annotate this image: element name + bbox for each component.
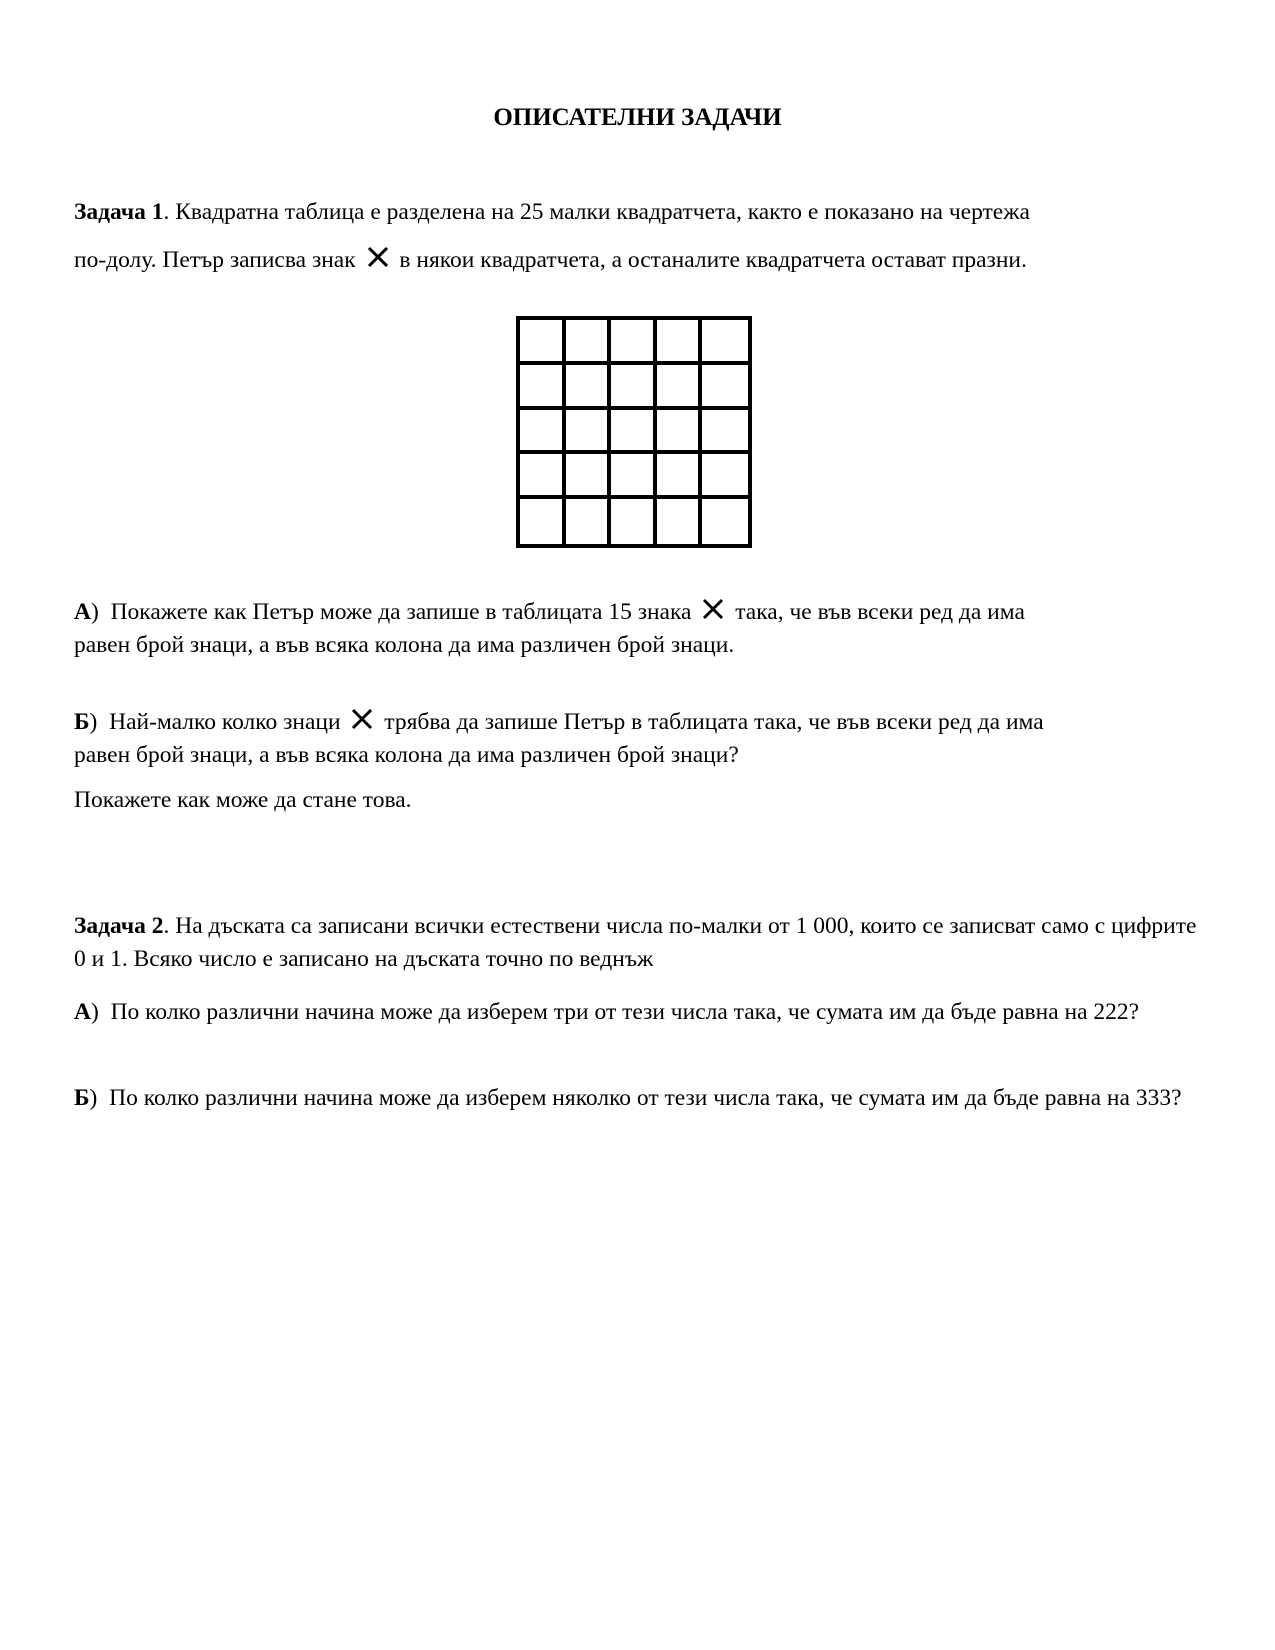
part-a-paren: ) bbox=[90, 599, 99, 625]
grid-cell bbox=[611, 320, 657, 365]
problem2-text: . На дъската са записани всички естествени числа по-малки от 1 000, които се записват само с цифрите 0 и 1. Всяко число е записано на дъската точно по веднъж bbox=[74, 913, 1197, 972]
part-a-label: А bbox=[74, 999, 91, 1025]
grid-cell bbox=[611, 454, 657, 499]
grid-cell bbox=[702, 454, 748, 499]
grid-cell bbox=[657, 454, 703, 499]
grid-cell bbox=[520, 499, 566, 544]
grid-cell bbox=[566, 320, 612, 365]
problem2-part-a bbox=[74, 996, 1214, 1029]
part-a-label: А bbox=[74, 599, 91, 625]
grid-cell bbox=[566, 499, 612, 544]
grid-cell bbox=[566, 454, 612, 499]
grid-cell bbox=[520, 454, 566, 499]
grid-cell bbox=[611, 410, 657, 455]
grid-cell bbox=[702, 320, 748, 365]
part-a-paren: ) bbox=[90, 999, 99, 1025]
problem1-text-line2a: по-долу. Петър записва знак bbox=[74, 247, 356, 273]
grid-cell bbox=[702, 365, 748, 410]
part-b-label: Б bbox=[74, 709, 90, 735]
grid-cell bbox=[566, 365, 612, 410]
grid-cell bbox=[702, 410, 748, 455]
x-mark-icon bbox=[366, 245, 390, 269]
part-a-text-2: така, че във всеки ред да има bbox=[735, 599, 1025, 625]
problem1-part-a bbox=[74, 596, 1214, 662]
grid-cell bbox=[611, 365, 657, 410]
grid-cell bbox=[657, 365, 703, 410]
part-b-paren: ) bbox=[89, 1085, 98, 1111]
grid-cell bbox=[657, 320, 703, 365]
grid-cell bbox=[702, 499, 748, 544]
x-mark-icon bbox=[350, 707, 374, 731]
problem1-part-b bbox=[74, 706, 1214, 772]
problem1-text-line2b: в някои квадратчета, а останалите квадратчета остават празни. bbox=[399, 247, 1027, 273]
problem2-statement bbox=[74, 910, 1214, 976]
problem2-part-a-text: По колко различни начина може да изберем три от тези числа така, че сумата им да бъде равна на 222? bbox=[110, 999, 1140, 1025]
problem1-label: Задача 1 bbox=[74, 199, 164, 225]
empty-5x5-grid bbox=[516, 316, 752, 548]
part-a-text-3: равен брой знаци, а във всяка колона да има различен брой знаци. bbox=[74, 632, 735, 658]
part-b-label: Б bbox=[74, 1085, 90, 1111]
part-b-text-1: Най-малко колко знаци bbox=[109, 709, 341, 735]
grid-cell bbox=[566, 410, 612, 455]
part-a-text-1: Покажете как Петър може да запише в таблицата 15 знака bbox=[110, 599, 692, 625]
grid-cell bbox=[657, 499, 703, 544]
problem2-part-b bbox=[74, 1082, 1214, 1115]
grid-cell bbox=[657, 410, 703, 455]
problem2-part-b-text: По колко различни начина може да изберем няколко от тези числа така, че сумата им да бъде равна на 333? bbox=[109, 1085, 1182, 1111]
problem1-part-b-instruction: Покажете как може да стане това. bbox=[74, 787, 412, 813]
problem1-text-line1: . Квадратна таблица е разделена на 25 малки квадратчета, както е показано на чертежа bbox=[163, 199, 1030, 225]
part-b-text-3: равен брой знаци, а във всяка колона да има различен брой знаци? bbox=[74, 742, 739, 768]
page-title: ОПИСАТЕЛНИ ЗАДАЧИ bbox=[493, 104, 782, 131]
grid-cell bbox=[520, 365, 566, 410]
problem2-label: Задача 2 bbox=[74, 913, 164, 939]
problem1-statement bbox=[74, 188, 1214, 284]
grid-cell bbox=[611, 499, 657, 544]
part-b-paren: ) bbox=[89, 709, 98, 735]
x-mark-icon bbox=[701, 597, 725, 621]
part-b-text-2: трябва да запише Петър в таблицата така, че във всеки ред да има bbox=[384, 709, 1044, 735]
grid-cell bbox=[520, 410, 566, 455]
grid-cell bbox=[520, 320, 566, 365]
